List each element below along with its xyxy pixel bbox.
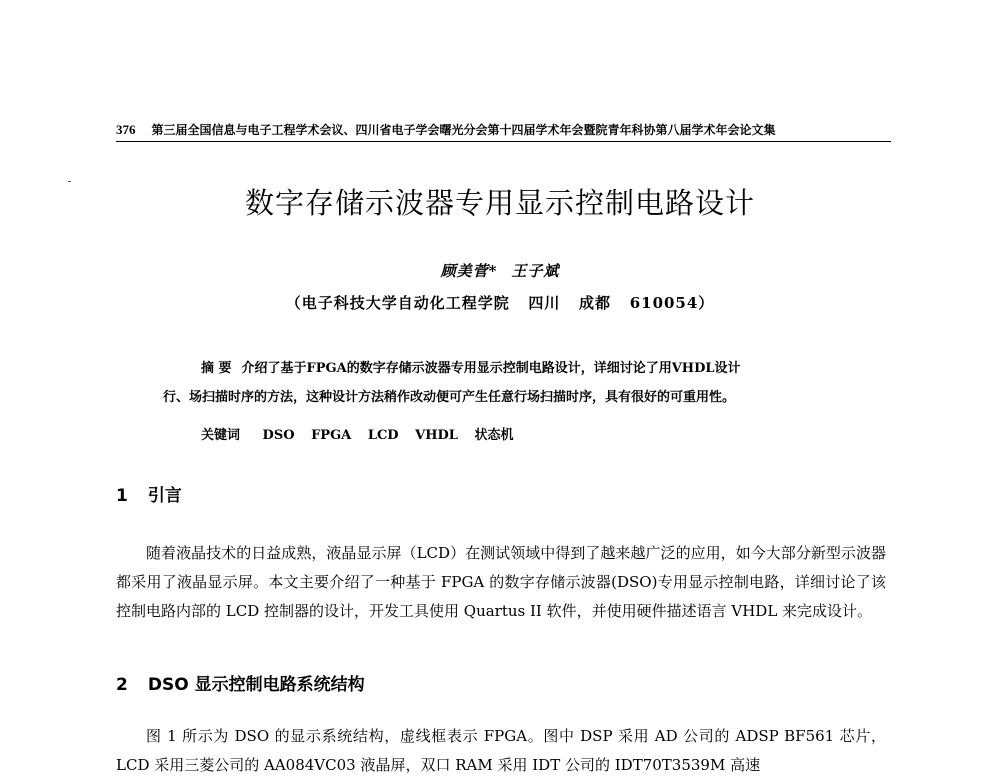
keywords-label: 关键词 [201,428,241,443]
abstract [163,354,843,412]
keyword: FPGA [311,428,352,443]
running-header [116,121,891,142]
keyword: VHDL [415,428,458,443]
body-paragraph: 图 1 所示为 DSO 的显示系统结构，虚线框表示 FPGA。图中 DSP 采用 AD 公司的 ADSP BF561 芯片，LCD 采用三菱公司的 AA084VC03 液晶屏，双口 RAM 采用 IDT 公司的 IDT70T3539M 高速 [116,727,886,774]
abstract-text-line: 行、场扫描时序的方法，这种设计方法稍作改动便可产生任意行场扫描时序，具有很好的可重用性。 [163,390,736,405]
author-affiliation: （电子科技大学自动化工程学院 四川 成都 610054） [285,294,715,312]
author-name: 王子斌 [511,262,560,280]
body-paragraph: 随着液晶技术的日益成熟，液晶显示屏（LCD）在测试领域中得到了越来越广泛的应用，如今大部分新型示波器都采用了液晶显示屏。本文主要介绍了一种基于 FPGA 的数字存储示波器(DSO)专用显示控制电路，详细讨论了该控制电路内部的 LCD 控制器的设计，开发工具使用 Quartus II 软件，并使用硬件描述语言 VHDL 来完成设计。 [116,544,886,620]
keywords [201,424,861,443]
abstract-label: 摘 要 [201,361,232,376]
abstract-text-line: 介绍了基于FPGA的数字存储示波器专用显示控制电路设计，详细讨论了用VHDL设计 [241,361,741,376]
keyword: DSO [262,428,295,443]
author-name: 顾美菅* [440,262,498,280]
conference-name: 第三届全国信息与电子工程学术会议、四川省电子学会曙光分会第十四届学术年会暨院青年科协第八届学术年会论文集 [151,123,776,137]
section-heading [116,670,365,695]
section-number: 2 [116,675,128,695]
section-heading [116,481,182,506]
paper-title: 数字存储示波器专用显示控制电路设计 [244,186,755,220]
page-number: 376 [116,122,136,137]
section-number: 1 [116,486,128,506]
keyword: 状态机 [474,428,514,443]
keyword: LCD [367,428,399,443]
section-title: DSO 显示控制电路系统结构 [147,675,365,695]
author-list [0,260,1000,281]
section-title: 引言 [147,486,182,506]
